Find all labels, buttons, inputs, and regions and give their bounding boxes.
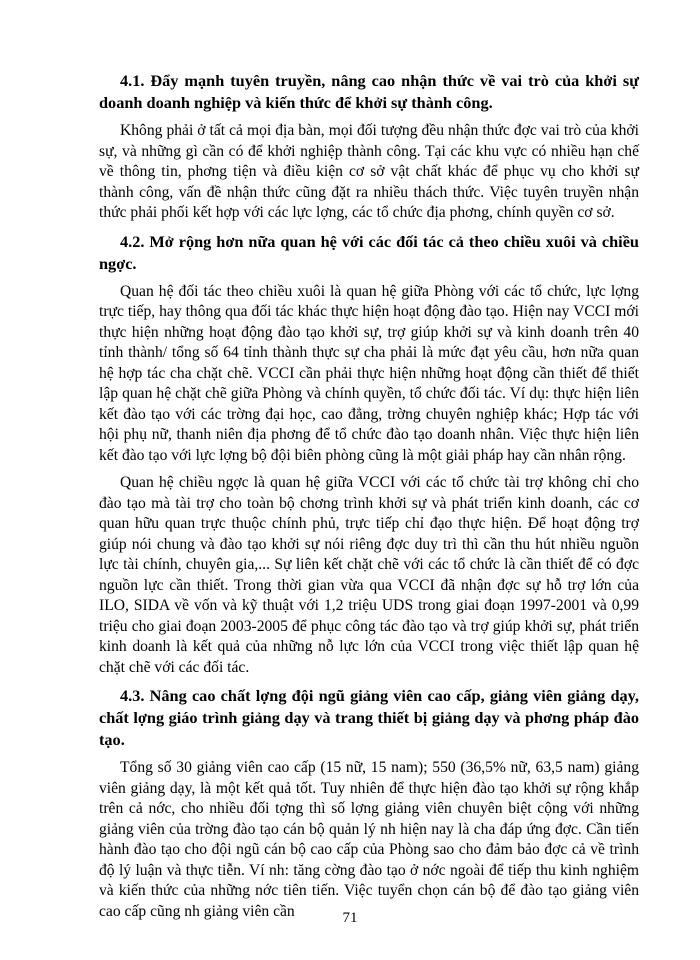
section-4-1	[99, 70, 639, 224]
body-paragraph: Quan hệ chiều ngợc là quan hệ giữa VCCI với các tổ chức tài trợ không chỉ cho đào tạo mà tài trợ cho toàn bộ chơng trình khởi sự và phát triển kinh doanh, các cơ quan hữu quan trực thuộc chính phủ, trực tiếp chỉ đạo thực hiện. Để hoạt động trợ giúp nói chung và đào tạo khởi sự nói riêng đợc duy trì thì cần thu hút nhiều nguồn lực tài chính, chuyên gia,... Sự liên kết chặt chẽ với các tổ chức là cần thiết để có đợc nguồn lực cần thiết. Trong thời gian vừa qua VCCI đã nhận đợc sự hỗ trợ lớn của ILO, SIDA về vốn và kỹ thuật với 1,2 triệu UDS trong giai đoạn 1997-2001 và 0,99 triệu cho giai đoạn 2003-2005 để phục công tác đào tạo và trợ giúp khởi sự, phát triển kinh doanh là kết quả của những nỗ lực lớn của VCCI trong việc thiết lập quan hệ chặt chẽ với các đối tác.	[99, 474, 639, 676]
section-4-3	[99, 685, 639, 922]
page-number: 71	[342, 910, 358, 926]
section-heading: 4.2. Mở rộng hơn nữa quan hệ với các đối tác cả theo chiều xuôi và chiều ngợc.	[99, 231, 639, 273]
section-heading: 4.3. Nâng cao chất lợng đội ngũ giảng viên cao cấp, giảng viên giảng dạy, chất lợng giáo trình giảng dạy và trang thiết bị giảng dạy và phơng pháp đào tạo.	[99, 686, 639, 749]
body-paragraph: Quan hệ đối tác theo chiều xuôi là quan hệ giữa Phòng với các tổ chức, lực lợng trực tiếp, hay thông qua đối tác khác thực hiện hoạt động đào tạo. Hiện nay VCCI mới thực hiện những hoạt động đào tạo khởi sự, trợ giúp khởi sự và kinh doanh trên 40 tỉnh thành/ tổng số 64 tỉnh thành thực sự cha phải là mức đạt yêu cầu, hơn nữa quan hệ hợp tác cha chặt chẽ. VCCI cần phải thực hiện những hoạt động cần thiết để thiết lập quan hệ chặt chẽ giữa Phòng và chính quyền, tổ chức đối tác. Ví dụ: thực hiện liên kết đào tạo với các trờng đại học, cao đẳng, trờng chuyên nghiệp khác; Hợp tác với hội phụ nữ, thanh niên địa phơng để tổ chức đào tạo doanh nhân. Việc thực hiện liên kết đào tạo với lực lợng bộ đội biên phòng cũng là một giải pháp hay cần nhân rộng.	[99, 282, 639, 464]
section-heading: 4.1. Đẩy mạnh tuyên truyền, nâng cao nhận thức về vai trò của khởi sự doanh doanh nghiệp và kiến thức để khởi sự thành công.	[99, 71, 639, 112]
section-4-2	[99, 231, 639, 679]
body-paragraph: Tổng số 30 giảng viên cao cấp (15 nữ, 15 nam); 550 (36,5% nữ, 63,5 nam) giảng viên giảng dạy, là một kết quả tốt. Tuy nhiên để thực hiện đào tạo khởi sự rộng khắp trên cả nớc, cho nhiều đối tợng thì số lợng giảng viên chuyên biệt cộng với những giảng viên của trờng đào tạo cán bộ quản lý nh hiện nay là cha đáp ứng đợc. Cần tiến hành đào tạo cho đội ngũ cán bộ cao cấp của Phòng sao cho đảm bảo đợc cả về trình độ lý luận và thực tiễn. Ví nh: tăng cờng đào tạo ở nớc ngoài để tiếp thu kinh nghiệm và kiến thức của những nớc tiên tiến. Việc tuyển chọn cán bộ để đào tạo giảng viên cao cấp cũng nh giảng viên cần	[99, 759, 639, 920]
body-paragraph: Không phải ở tất cả mọi địa bàn, mọi đối tượng đều nhận thức đợc vai trò của khởi sự, và những gì cần có để khởi nghiệp thành công. Tại các khu vực có nhiều hạn chế về thông tin, phơng tiện và điều kiện cơ sở vật chất khác để phục vụ cho khởi sự thành công, vấn đề nhận thức cũng đặt ra nhiều thách thức. Việc tuyên truyền nhận thức phải phối kết hợp với các lực lợng, các tổ chức địa phơng, chính quyền cơ sở.	[99, 122, 639, 221]
document-page	[99, 70, 639, 929]
